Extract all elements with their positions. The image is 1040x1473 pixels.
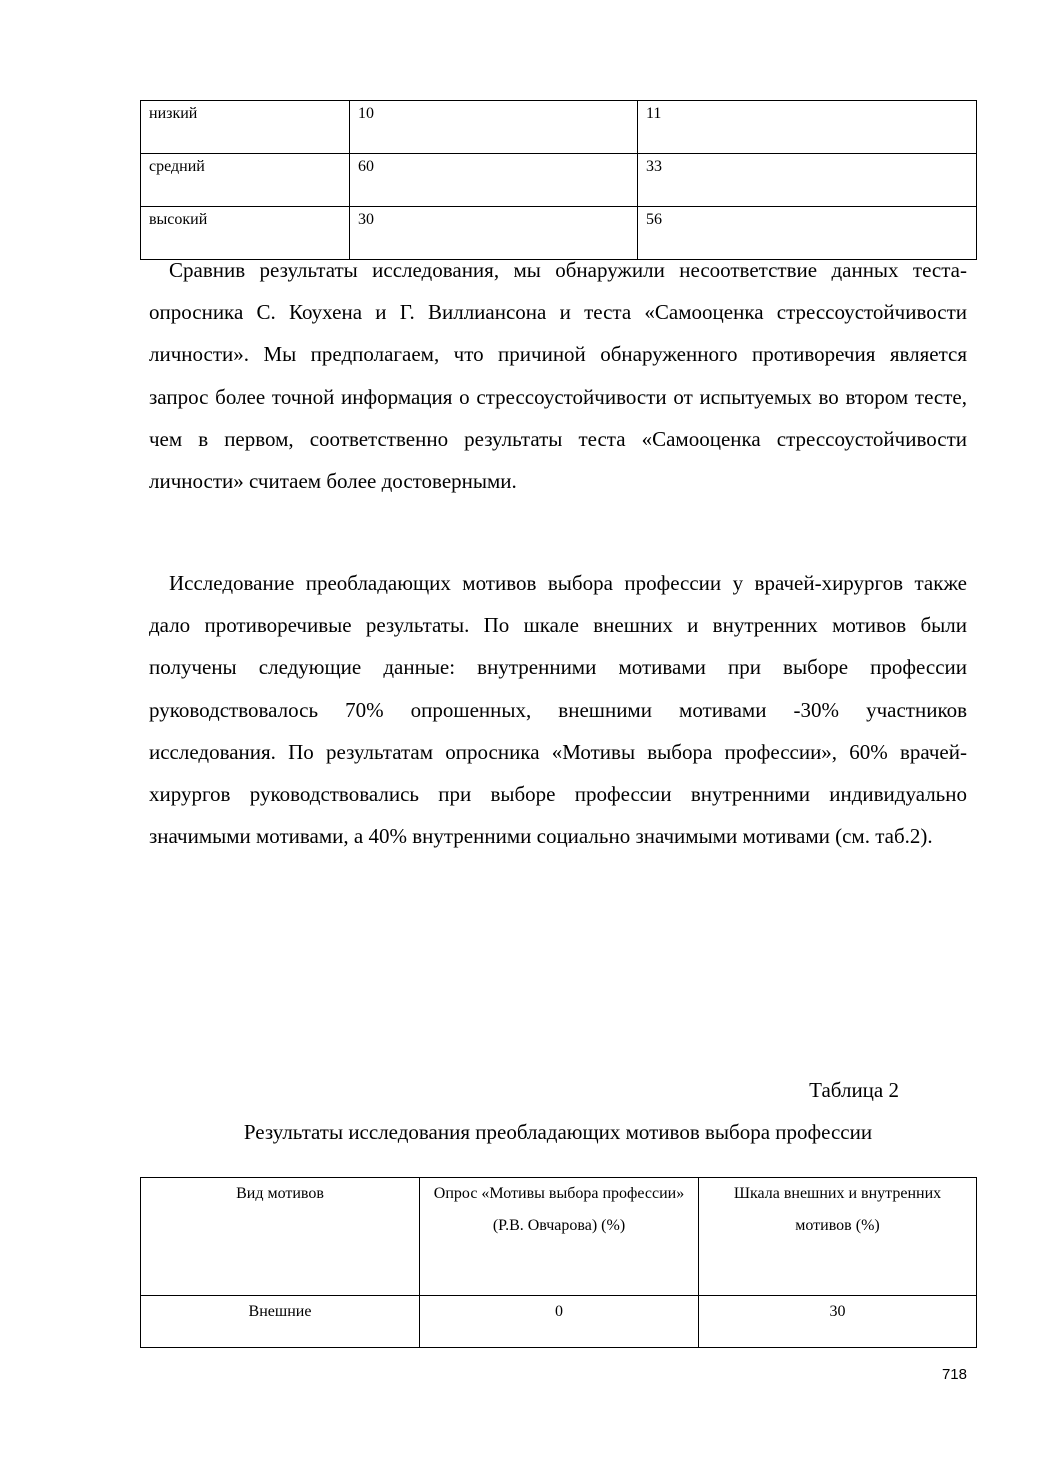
table-label: Таблица 2 bbox=[809, 1078, 899, 1102]
table-cell: 30 bbox=[350, 207, 638, 260]
motives-table bbox=[140, 1177, 977, 1348]
paragraph-comparison bbox=[149, 249, 967, 502]
table-cell: Внешние bbox=[141, 1296, 420, 1348]
table-cell: средний bbox=[141, 154, 350, 207]
table-cell: высокий bbox=[141, 207, 350, 260]
levels-table bbox=[140, 100, 977, 260]
table-cell: 0 bbox=[420, 1296, 699, 1348]
table-row bbox=[141, 1296, 977, 1348]
table-cell: 56 bbox=[638, 207, 977, 260]
table-row bbox=[141, 101, 977, 154]
table-header-cell: Опрос «Мотивы выбора профессии» (Р.В. Овчарова) (%) bbox=[420, 1178, 699, 1296]
table-cell: 30 bbox=[699, 1296, 977, 1348]
paragraph-text: Исследование преобладающих мотивов выбора профессии у врачей-хирургов также дало противоречивые результаты. По шкале внешних и внутренних мотивов были получены следующие данные: внутренними мотивами при выборе профессии руководствовалось 70% опрошенных, внешними мотивами -30% участников исследования. По результатам опросника «Мотивы выбора профессии», 60% врачей-хирургов руководствовались при выборе профессии внутренними индивидуально значимыми мотивами, а 40% внутренними социально значимыми мотивами (см. таб.2). bbox=[149, 571, 967, 849]
table-header-row bbox=[141, 1178, 977, 1296]
table-title: Результаты исследования преобладающих мотивов выбора профессии bbox=[243, 1120, 873, 1144]
table-cell: 60 bbox=[350, 154, 638, 207]
paragraph-motives bbox=[149, 562, 967, 857]
page-number: 718 bbox=[941, 1366, 967, 1383]
paragraph-text: Сравнив результаты исследования, мы обнаружили несоответствие данных теста-опросника С. Коухена и Г. Виллиансона и теста «Самооценка стрессоустойчивости личности». Мы предполагаем, что причиной обнаруженного противоречия является запрос более точной информация о стрессоустойчивости от испытуемых во втором тесте, чем в первом, соответственно результаты теста «Самооценка стрессоустойчивости личности» считаем более достоверными. bbox=[149, 258, 967, 494]
table-header-cell: Вид мотивов bbox=[141, 1178, 420, 1296]
table-cell: низкий bbox=[141, 101, 350, 154]
table-cell: 11 bbox=[638, 101, 977, 154]
table-cell: 10 bbox=[350, 101, 638, 154]
table-row bbox=[141, 154, 977, 207]
table-header-cell: Шкала внешних и внутренних мотивов (%) bbox=[699, 1178, 977, 1296]
table-cell: 33 bbox=[638, 154, 977, 207]
